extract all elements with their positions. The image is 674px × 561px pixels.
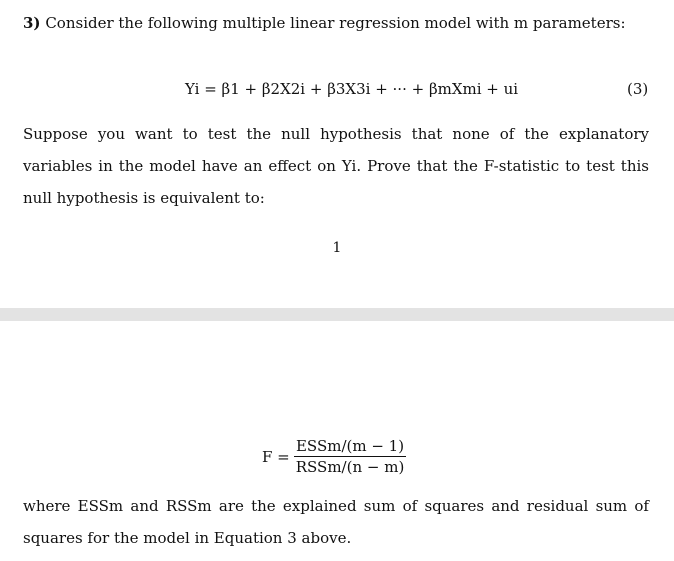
- question-number: 3): [23, 14, 41, 32]
- question-prompt: Consider the following multiple linear regression model with m parameters:: [45, 14, 626, 32]
- question-heading: [23, 14, 626, 32]
- f-statistic-denominator: RSSm/(n − m): [295, 458, 405, 476]
- f-statistic-fraction: [294, 437, 407, 476]
- f-statistic-lhs: F =: [262, 447, 290, 466]
- hypothesis-paragraph: Suppose you want to test the null hypothesis that none of the explanatory variables in the model have an effect on Yi. Prove that the F-statistic to test this null hypothesis is equivalent to:: [23, 125, 649, 207]
- f-statistic-numerator: ESSm/(m − 1): [295, 437, 405, 455]
- regression-equation: Yi = β1 + β2X2i + β3X3i + ··· + βmXmi + ui: [185, 80, 519, 98]
- page-number: 1: [332, 240, 342, 256]
- page-divider: [0, 308, 674, 321]
- definition-paragraph: where ESSm and RSSm are the explained sum of squares and residual sum of squares for the model in Equation 3 above.: [23, 497, 649, 547]
- equation-number: (3): [627, 80, 649, 98]
- f-statistic-formula: [262, 437, 406, 476]
